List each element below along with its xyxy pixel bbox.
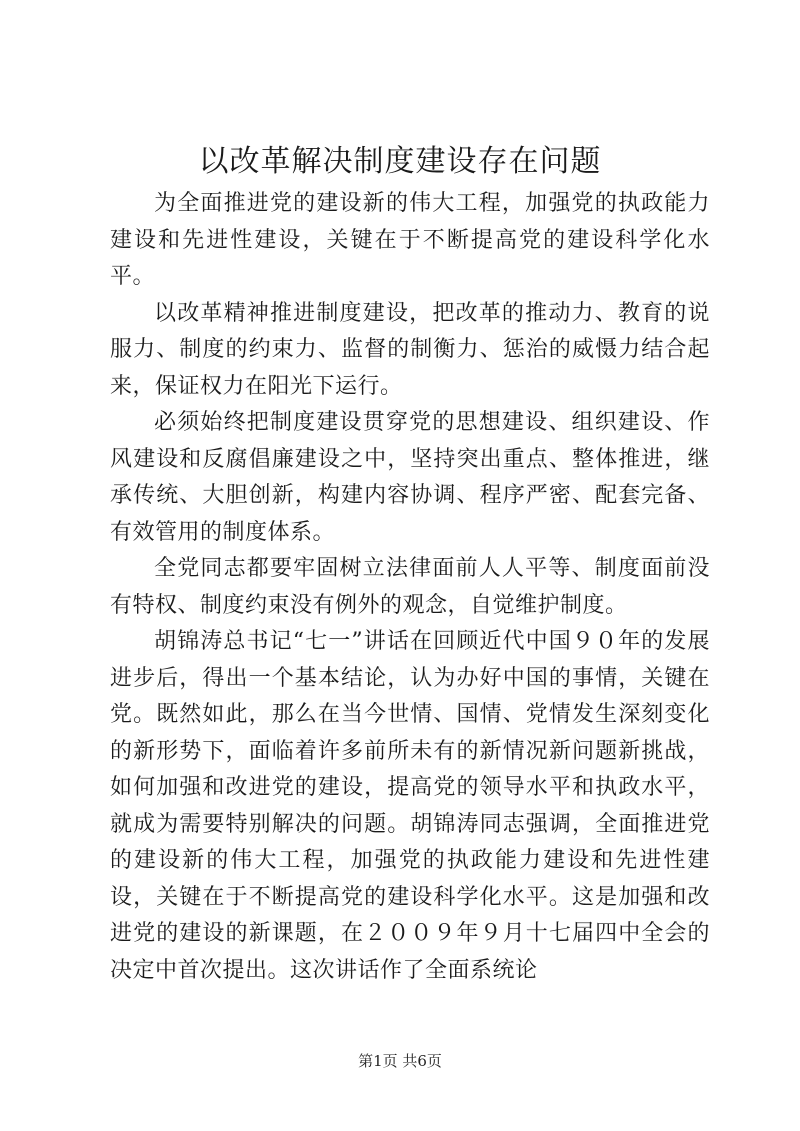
paragraph-4: 全党同志都要牢固树立法律面前人人平等、制度面前没有特权、制度约束没有例外的观念，自觉维护制度。	[110, 556, 710, 618]
paragraph-1: 为全面推进党的建设新的伟大工程，加强党的执政能力建设和先进性建设，关键在于不断提高党的建设科学化水平。	[110, 191, 710, 289]
document-body	[110, 186, 710, 989]
paragraph-3: 必须始终把制度建设贯穿党的思想建设、组织建设、作风建设和反腐倡廉建设之中，坚持突出重点、整体推进，继承传统、大胆创新，构建内容协调、程序严密、配套完备、有效管用的制度体系。	[110, 410, 710, 545]
page-number-footer: 第1页 共6页	[358, 1052, 442, 1070]
paragraph-2: 以改革精神推进制度建设，把改革的推动力、教育的说服力、制度的约束力、监督的制衡力、惩治的威慑力结合起来，保证权力在阳光下运行。	[110, 300, 710, 399]
paragraph-5: 胡锦涛总书记“七一”讲话在回顾近代中国９０年的发展进步后，得出一个基本结论，认为办好中国的事情，关键在党。既然如此，那么在当今世情、国情、党情发生深刻变化的新形势下，面临着许多前所未有的新情况新问题新挑战，如何加强和改进党的建设，提高党的领导水平和执政水平，就成为需要特别解决的问题。胡锦涛同志强调，全面推进党的建设新的伟大工程，加强党的执政能力建设和先进性建设，关键在于不断提高党的建设科学化水平。这是加强和改进党的建设的新课题，在２００９年９月十七届四中全会的决定中首次提出。这次讲话作了全面系统论	[110, 629, 710, 983]
document-title: 以改革解决制度建设存在问题	[198, 144, 602, 179]
